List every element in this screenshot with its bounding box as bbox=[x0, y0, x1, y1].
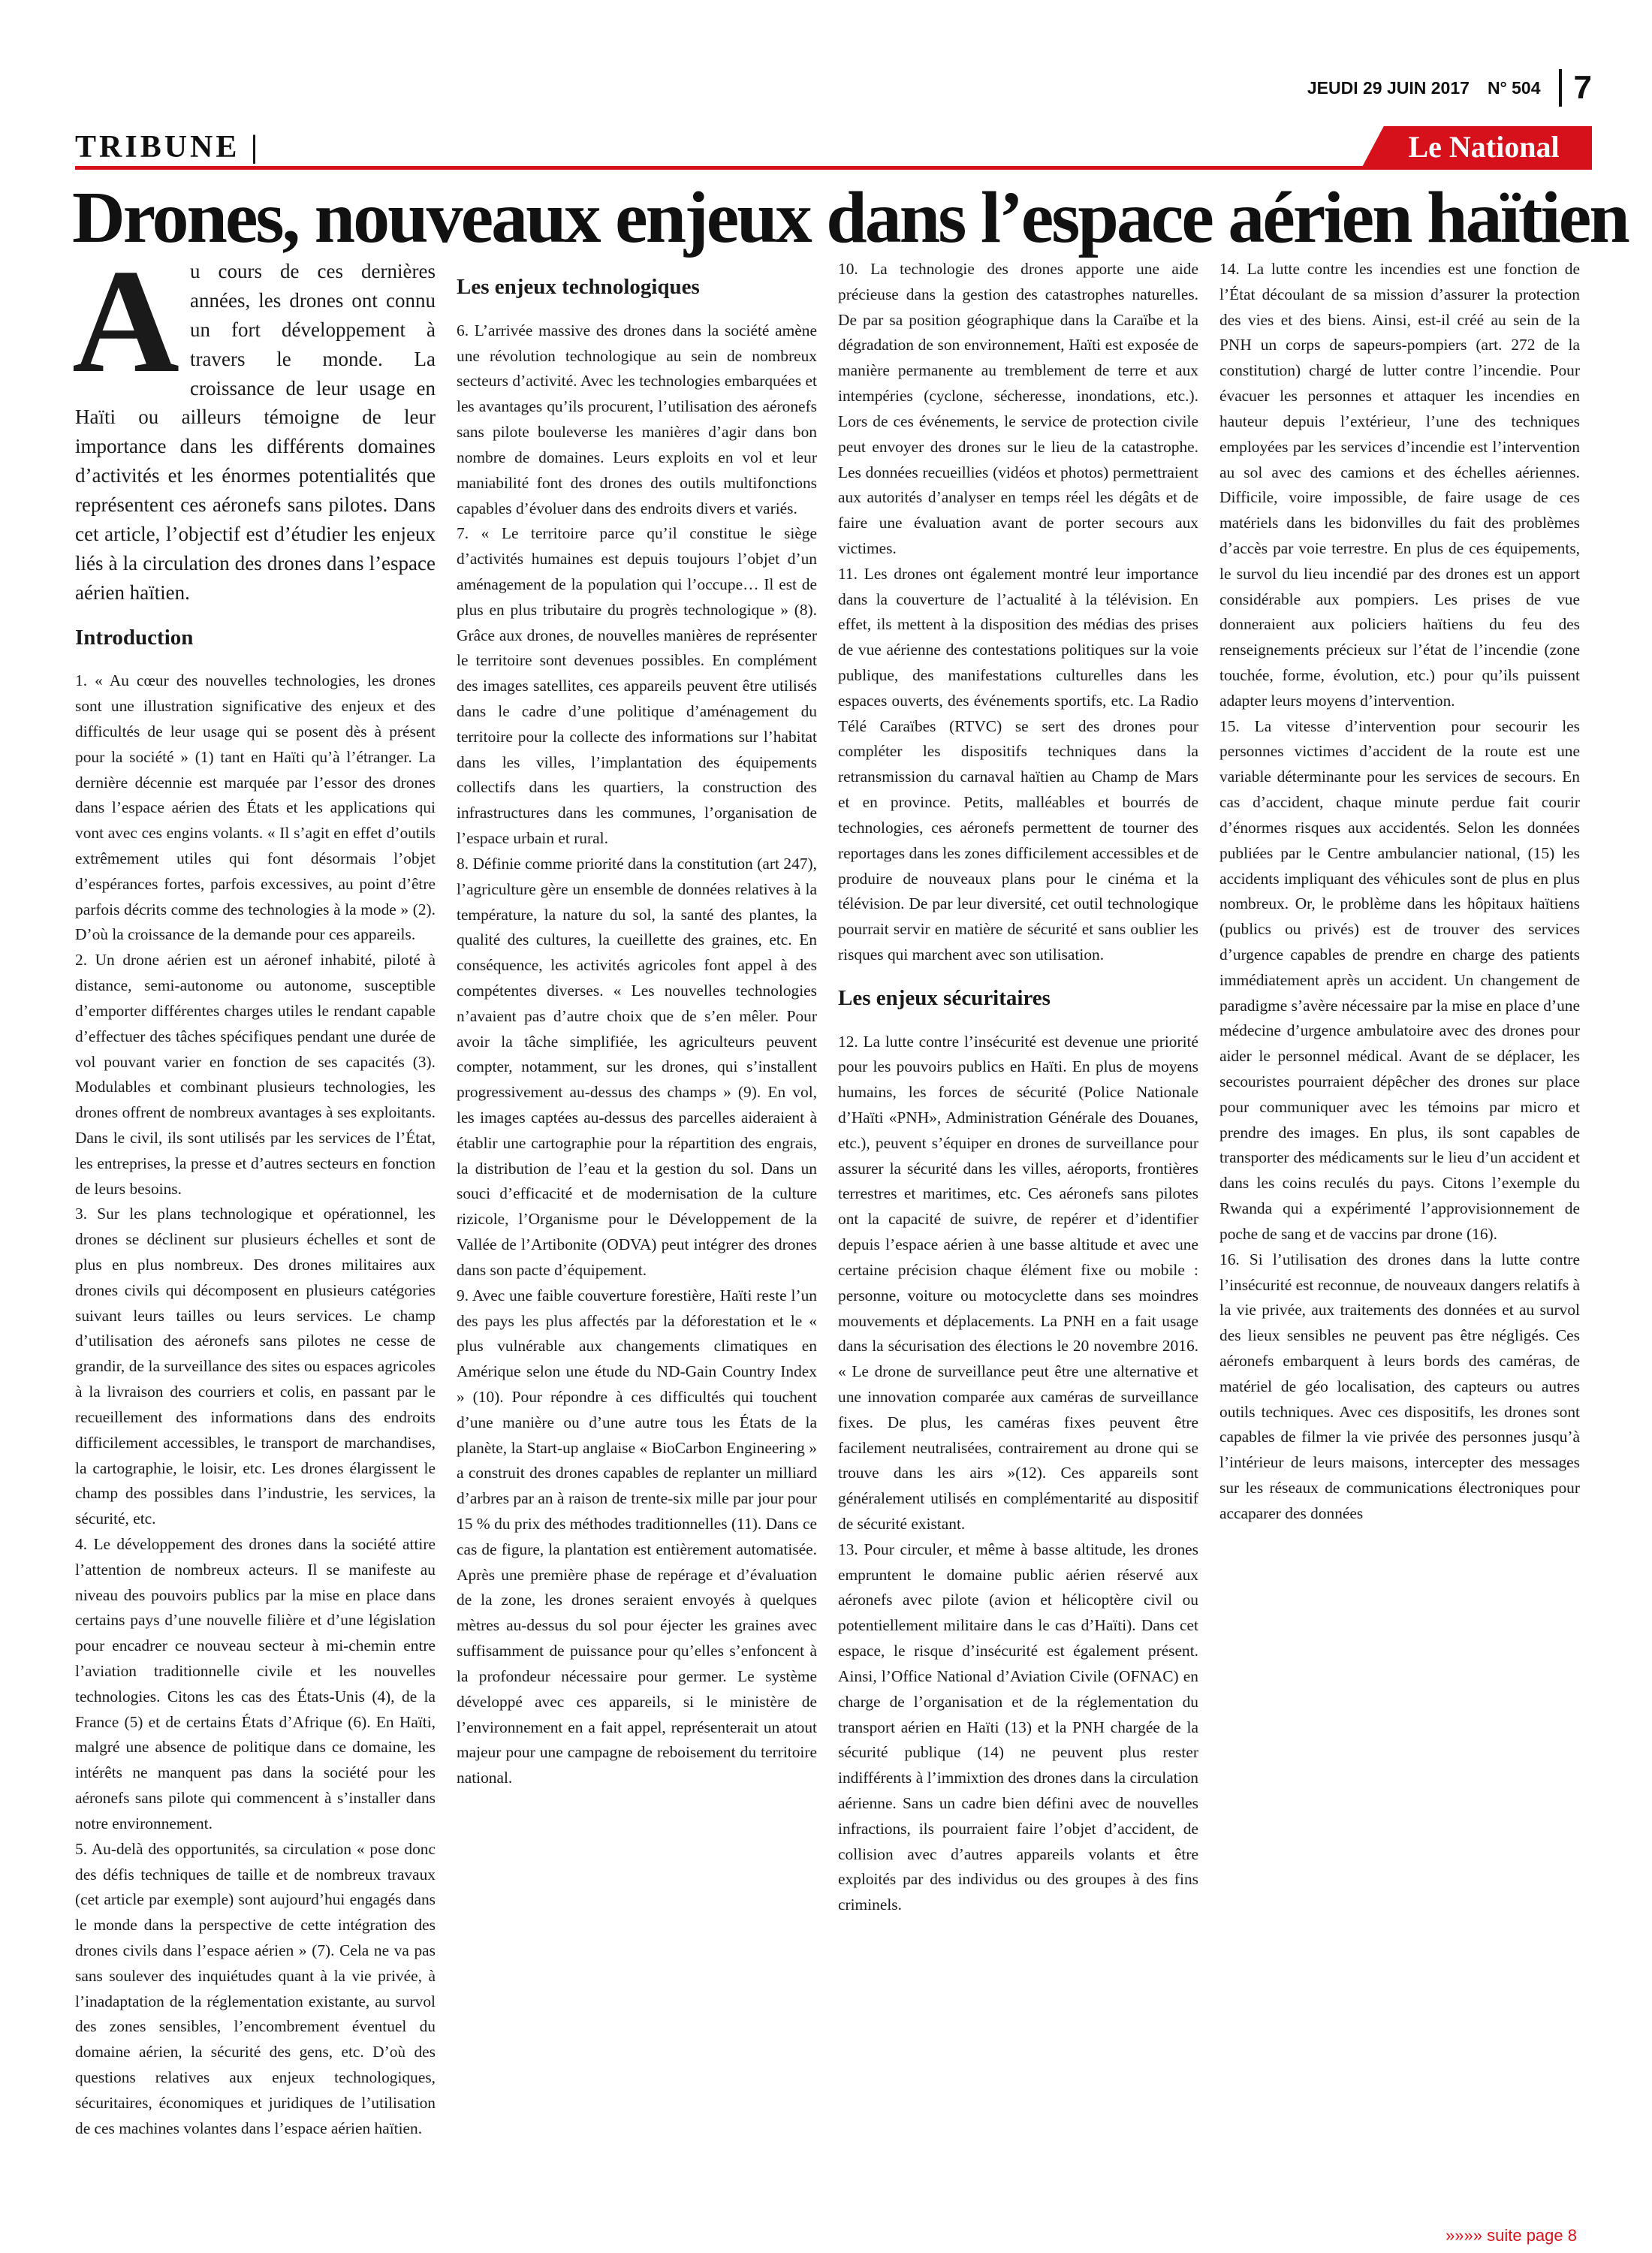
paragraph-3: 3. Sur les plans technologique et opérationnel, les drones se déclinent sur plusieurs échelles et sont de plus en plus nombreux. Des drones militaires aux drones civils qui décomposent en plusieurs catégories suivant leurs tailles ou leurs services. Le champ d’utilisation des aéronefs sans pilotes ne cesse de grandir, de la surveillance des sites ou espaces agricoles à la livraison des courriers et colis, en passant par le recueillement des informations dans des endroits difficilement accessibles, le transport de marchandises, la cartographie, le loisir, etc. Les drones élargissent le champ des possibles dans l’industrie, les services, la sécurité, etc. bbox=[75, 1205, 436, 1528]
column-4 bbox=[1219, 257, 1580, 1527]
paragraph-1: 1. « Au cœur des nouvelles technologies, les drones sont une illustration significative des enjeux et des difficultés de leur usage qui se posent dès à présent pour la société » (1) tant en Haïti qu’à l’étranger. La dernière décennie est marquée par l’essor des drones dans l’espace aérien des États et les applications qui vont avec ces engins volants. « Il s’agit en effet d’outils extrêmement utiles qui font désormais l’objet d’espérances fortes, parfois excessives, au point d’être parfois décrits comme des technologies à la mode » (2). D’où la croissance de la demande pour ces appareils. bbox=[75, 671, 436, 944]
paragraph-8: 8. Définie comme priorité dans la constitution (art 247), l’agriculture gère un ensemble de données relatives à la température, la nature du sol, la santé des plantes, la qualité des cultures, la cueillette des graines, etc. En conséquence, les activités agricoles font appel à des compétentes diverses. « Les nouvelles technologies n’avaient pas d’autre choix que de s’en mêler. Pour avoir la tâche simplifiée, les agriculteurs peuvent compter, notamment, sur les drones, qui s’installent progressivement au-dessus des champs » (9). En vol, les images captées au-dessus des parcelles aideraient à établir une cartographie pour la répartition des engrais, la distribution de l’eau et la gestion du sol. Dans un souci d’efficacité et de modernisation de la culture rizicole, l’Organisme pour le Développement de la Vallée de l’Artibonite (ODVA) peut intégrer des drones dans son pacte d’équipement. bbox=[457, 854, 817, 1279]
masthead-divider bbox=[1559, 69, 1562, 107]
issue-number: N° 504 bbox=[1487, 77, 1541, 98]
column-1 bbox=[72, 239, 436, 2141]
continued-link[interactable]: »»»» suite page 8 bbox=[1446, 2226, 1577, 2245]
paragraph-13: 13. Pour circuler, et même à basse altitude, les drones empruntent le domaine public aérien réservé aux aéronefs avec pilote (avion et hélicoptère civil ou potentiellement militaire dans le cas d’Haïti). Dans cet espace, le risque d’insécurité est également présent. Ainsi, l’Office National d’Aviation Civile (OFNAC) en charge de l’organisation et de la réglementation du transport aérien en Haïti (13) et la PNH chargée de la sécurité publique (14) ne peuvent plus rester indifférents à l’immixtion des drones dans la circulation aérienne. Sans un cadre bien défini avec de nouvelles infractions, ils pourraient faire l’objet d’accident, de collision avec d’autres appareils volants et être exploités par des individus ou des groupes à des fins criminels. bbox=[838, 1540, 1198, 1914]
paragraph-9: 9. Avec une faible couverture forestière, Haïti reste l’un des pays les plus affectés par la déforestation et le « plus vulnérable aux changements climatiques en Amérique selon une étude du ND-Gain Country Index » (10). Pour répondre à ces difficultés qui touchent d’une manière ou d’une autre tous les États de la planète, la Start-up anglaise « BioCarbon Engineering » a construit des drones capables de replanter un milliard d’arbres par an à raison de trente-six mille par jour pour 15 % du prix des méthodes traditionnelles (11). Dans ce cas de figure, la plantation est entièrement automatisée. Après une première phase de repérage et d’évaluation de la zone, les drones seraient envoyés à quelques mètres au-dessus du sol pour éjecter les graines avec suffisamment de puissance pour qu’elles s’enfoncent à la profondeur nécessaire pour germer. Le système développé avec ces appareils, si le ministère de l’environnement en a fait appel, représenterait un atout majeur pour une campagne de reboisement du territoire national. bbox=[457, 1286, 817, 1787]
newspaper-brand: Le National bbox=[1408, 130, 1560, 164]
paragraph-16: 16. Si l’utilisation des drones dans la lutte contre l’insécurité est reconnue, de nouveaux dangers relatifs à la vie privée, aux traitements des données et au survol des lieux sensibles ne peuvent pas être négligés. Ces aéronefs embarquent à leurs bords des caméras, de matériel de géo localisation, des capteurs ou autres outils techniques. Avec ces dispositifs, les drones sont capables de filmer la vie privée des personnes jusqu’à l’intérieur de leurs maisons, intercepter des messages sur les réseaux de communications électroniques pour accaparer des données bbox=[1219, 1250, 1580, 1522]
section-heading-introduction: Introduction bbox=[75, 625, 194, 650]
drop-cap: A bbox=[72, 239, 179, 403]
article-headline: Drones, nouveaux enjeux dans l’espace aérien haïtien bbox=[72, 177, 1628, 258]
paragraph-10: 10. La technologie des drones apporte une aide précieuse dans la gestion des catastrophes naturelles. De par sa position géographique dans la Caraïbe et la dégradation de son environnement, Haïti est exposée de manière permanente au tremblement de terre et aux intempéries (cyclone, sécheresse, inondations, etc.). Lors de ces événements, le service de protection civile peut envoyer des drones sur le lieu de la catastrophe. Les données recueillies (vidéos et photos) permettraient aux autorités d’analyser en temps réel les dégâts et de faire une évaluation avant de porter secours aux victimes. bbox=[838, 260, 1198, 557]
page-number: 7 bbox=[1573, 69, 1592, 106]
lead-text: u cours de ces dernières années, les drones ont connu un fort développement à travers le monde. La croissance de leur usage en Haïti ou ailleurs témoigne de leur importance dans les différents domaines d’activités et les énormes potentialités que représentent ces aéronefs sans pilotes. Dans cet article, l’objectif est d’étudier les enjeux liés à la circulation des drones dans l’espace aérien haïtien. bbox=[75, 260, 436, 604]
column-2 bbox=[457, 257, 817, 1791]
section-heading-security: Les enjeux sécuritaires bbox=[838, 985, 1051, 1010]
paragraph-11: 11. Les drones ont également montré leur importance dans la couverture de l’actualité à la télévision. En effet, ils mettent à la disposition des médias des prises de vue aérienne des contestations politiques sur la voie publique, des manifestations culturelles dans les espaces ouverts, des événements sportifs, etc. La Radio Télé Caraïbes (RTVC) se sert des drones pour compléter les dispositifs techniques dans la retransmission du carnaval haïtien au Champ de Mars et en province. Petits, malléables et bourrés de technologies, ces aéronefs permettent de tourner des reportages dans les zones difficilement accessibles et de produire de nouveaux plans pour le cinéma et la télévision. De par leur diversité, cet outil technologique pourrait servir en matière de sécurité et sans oublier les risques qui marchent avec son utilisation. bbox=[838, 564, 1198, 964]
section-heading-technology: Les enjeux technologiques bbox=[457, 275, 700, 299]
paragraph-2: 2. Un drone aérien est un aéronef inhabité, piloté à distance, semi-autonome ou autonome, susceptible d’emporter différentes charges utiles le rendant capable d’effectuer des tâches spécifiques pendant une durée de vol pouvant varier en fonction de ses capacités (3). Modulables et combinant plusieurs technologies, les drones offrent de nombreux avantages à ses exploitants. Dans le civil, ils sont utilisés par les services de l’État, les entreprises, la presse et d’autres secteurs en fonction de leurs besoins. bbox=[75, 951, 436, 1198]
paragraph-4: 4. Le développement des drones dans la société attire l’attention de nombreux acteurs. Il se manifeste au niveau des pouvoirs publics par la mise en place dans certains pays d’une nouvelle filière et d’une législation pour encadrer ce nouveau secteur à mi-chemin entre l’aviation traditionnelle civile et les nouvelles technologies. Citons les cas des États-Unis (4), de la France (5) et de certains États d’Afrique (6). En Haïti, malgré une absence de politique dans ce domaine, les intérêts ne manquent pas dans la société pour les aéronefs sans pilote qui commencent à s’installer dans notre environnement. bbox=[75, 1534, 436, 1832]
paragraph-14: 14. La lutte contre les incendies est une fonction de l’État découlant de sa mission d’assurer la protection des vies et des biens. Ainsi, est-il créé au sein de la PNH un corps de sapeurs-pompiers (art. 272 de la constitution) chargé de lutter contre l’incendie. Pour évacuer les personnes et attaquer les incendies en hauteur depuis l’extérieur, l’une des techniques employées par les services d’incendie est l’intervention au sol avec des camions et des échelles aériennes. Difficile, voire impossible, de faire usage de ces matériels dans les bidonvilles du fait des problèmes d’accès par voie terrestre. En plus de ces équipements, le survol du lieu incendié par des drones est un apport considérable aux pompiers. Les prises de vue donneraient aux policiers haïtiens du feu des renseignements précieux sur l’état de l’incendie (zone touchée, forme, évolution, etc.) pour qu’ils puissent adapter leurs moyens d’intervention. bbox=[1219, 260, 1580, 710]
lead-paragraph bbox=[72, 239, 436, 608]
issue-date: JEUDI 29 JUIN 2017 bbox=[1307, 77, 1470, 98]
paragraph-7: 7. « Le territoire parce qu’il constitue le siège d’activités humaines est depuis toujours l’objet d’un aménagement de la population qui l’occupe… Il est de plus en plus tributaire du progrès technologique » (8). Grâce aux drones, de nouvelles manières de représenter le territoire sont devenues possibles. En complément des images satellites, ces appareils peuvent être utilisés dans le cadre d’une politique d’aménagement du territoire pour la collecte des informations sur l’habitat dans les villes, l’implantation des équipements collectifs dans les quartiers, la construction des infrastructures dans les communes, l’organisation de l’espace urbain et rural. bbox=[457, 524, 817, 848]
paragraph-5: 5. Au-delà des opportunités, sa circulation « pose donc des défis techniques de taille et de nombreux travaux (cet article par exemple) sont aujourd’hui engagés dans le monde dans la perspective de cette intégration des drones civils dans l’espace aérien » (7). Cela ne va pas sans soulever des inquiétudes quant à la vie privée, à l’inadaptation de la réglementation existante, au survol des zones sensibles, l’encombrement éventuel du domaine aérien, la sécurité des gens, etc. D’où des questions relatives aux enjeux technologiques, sécuritaires, économiques et juridiques de l’utilisation de ces machines volantes dans l’espace aérien haïtien. bbox=[75, 1839, 436, 2137]
masthead bbox=[1307, 69, 1592, 107]
section-rubric: TRIBUNE | bbox=[75, 130, 261, 164]
paragraph-12: 12. La lutte contre l’insécurité est devenue une priorité pour les pouvoirs publics en Haïti. En plus de moyens humains, les forces de sécurité (Police Nationale d’Haïti «PNH», Administration Générale des Douanes, etc.), peuvent s’équiper en drones de surveillance pour assurer la sécurité dans les villes, aéroports, frontières terrestres et maritimes, etc. Ces aéronefs sans pilotes ont la capacité de suivre, de repérer et d’identifier depuis l’espace aérien à une basse altitude et avec une certaine précision chaque élément fixe ou mobile : personne, voiture ou motocyclette dans ses moindres mouvements et déplacements. La PNH en a fait usage dans la sécurisation des élections le 20 novembre 2016. « Le drone de surveillance peut être une alternative et une innovation comparée aux caméras de surveillance fixes. De plus, les caméras fixes peuvent être facilement neutralisées, contrairement au drone qui se trouve dans les airs »(12). Ces appareils sont généralement utilisés en complémentarité au dispositif de sécurité existant. bbox=[838, 1032, 1198, 1533]
paragraph-15: 15. La vitesse d’intervention pour secourir les personnes victimes d’accident de la route est une variable déterminante pour les services de secours. En cas d’accident, chaque minute perdue fait courir d’énormes risques aux accidentés. Selon les données publiées par le Centre ambulancier national, (15) les accidents impliquant des véhicules sont de plus en plus nombreux. Or, le problème dans les hôpitaux haïtiens (publics ou privés) est de trouver des services d’urgence capables de prendre en charge des patients immédiatement après un accident. Un changement de paradigme s’avère nécessaire par la mise en place d’une médecine d’urgence ambulatoire avec des drones pour aider le personnel médical. Avant de se déplacer, les secouristes pourraient dépêcher des drones sur place pour communiquer avec les témoins par micro et prendre des images. En plus, ils sont capables de transporter des médicaments sur le lieu d’un accident et dans les coins reculés du pays. Citons l’exemple du Rwanda qui a expérimenté l’approvisionnement de poche de sang et de vaccins par drone (16). bbox=[1219, 716, 1580, 1243]
column-3 bbox=[838, 257, 1198, 1918]
paragraph-6: 6. L’arrivée massive des drones dans la société amène une révolution technologique au sein de nombreux secteurs d’activité. Avec les technologies embarquées et les avantages qu’ils procurent, l’utilisation des aéronefs sans pilote bouleverse les manières d’agir dans bon nombre de domaines. Leurs exploits en vol et leur maniabilité font des drones des outils multifonctions capables d’évoluer dans des endroits divers et variés. bbox=[457, 321, 817, 517]
